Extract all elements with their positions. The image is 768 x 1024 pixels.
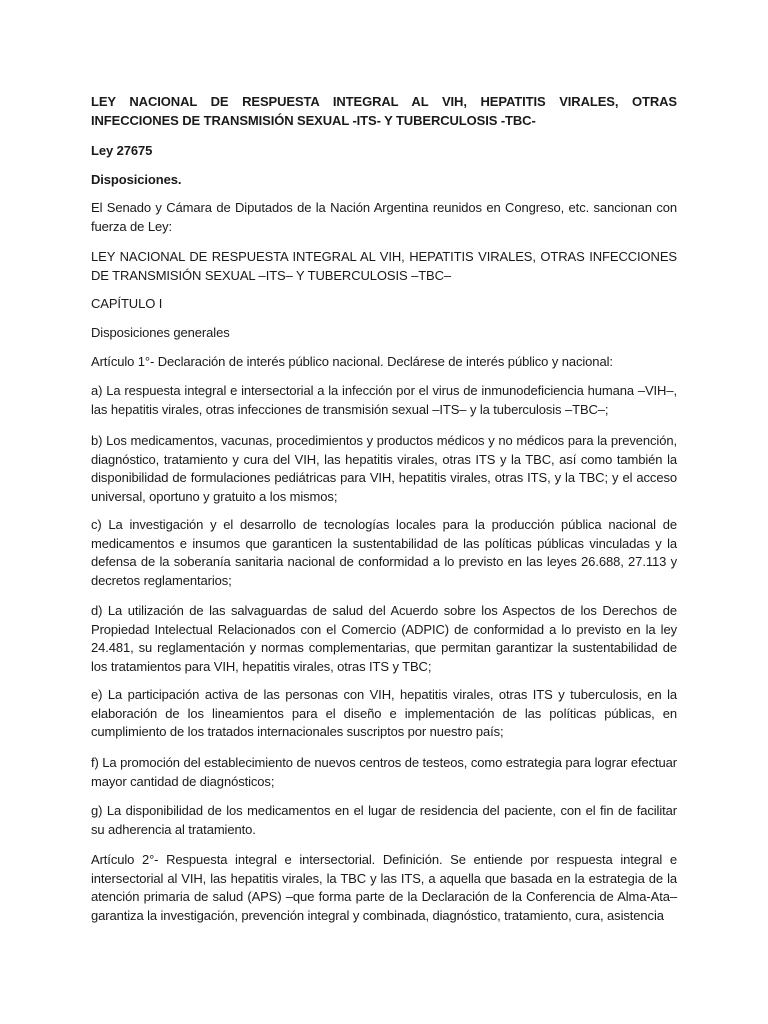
- item-d: d) La utilización de las salvaguardas de salud del Acuerdo sobre los Aspectos de los Derechos de Propiedad Intelectual Relacionados con el Comercio (ADPIC) de conformidad a lo previsto en la ley 24.481, su reglamentación y normas complementarias, que permitan garantizar la sustentabilidad de los tratamientos para VIH, hepatitis virales, otras ITS y TBC;: [91, 603, 677, 674]
- article-1: Artículo 1°- Declaración de interés público nacional. Declárese de interés público y nacional:: [91, 354, 613, 369]
- item-a: a) La respuesta integral e intersectorial a la infección por el virus de inmunodeficiencia humana –VIH–, las hepatitis virales, otras infecciones de transmisión sexual –ITS– y la tuberculosis –TBC–;: [91, 383, 677, 417]
- article-2: Artículo 2°- Respuesta integral e intersectorial. Definición. Se entiende por respuesta integral e intersectorial al VIH, las hepatitis virales, la TBC y las ITS, a aquella que basada en la estrategia de la atención primaria de salud (APS) –que forma parte de la Declaración de la Conferencia de Alma-Ata– garantiza la investigación, prevención integral y combinada, diagnóstico, tratamiento, cura, asistencia: [91, 852, 677, 923]
- law-title-repeat: LEY NACIONAL DE RESPUESTA INTEGRAL AL VIH, HEPATITIS VIRALES, OTRAS INFECCIONES DE TRANSMISIÓN SEXUAL –ITS– Y TUBERCULOSIS –TBC–: [91, 249, 677, 283]
- law-title: LEY NACIONAL DE RESPUESTA INTEGRAL AL VIH, HEPATITIS VIRALES, OTRAS INFECCIONES DE TRANSMISIÓN SEXUAL -ITS- Y TUBERCULOSIS -TBC-: [91, 94, 677, 128]
- item-e: e) La participación activa de las personas con VIH, hepatitis virales, otras ITS y tuberculosis, en la elaboración de los lineamientos para el diseño e implementación de las políticas públicas, en cumplimiento de los tratados internacionales suscriptos por nuestro país;: [91, 687, 677, 739]
- item-g: g) La disponibilidad de los medicamentos en el lugar de residencia del paciente, con el fin de facilitar su adherencia al tratamiento.: [91, 803, 677, 837]
- item-c: c) La investigación y el desarrollo de tecnologías locales para la producción pública nacional de medicamentos e insumos que garanticen la sustentabilidad de las políticas públicas vinculadas y la defensa de la soberanía sanitaria nacional de conformidad a lo previsto en las leyes 26.688, 27.113 y decretos reglamentarios;: [91, 517, 677, 588]
- item-b: b) Los medicamentos, vacunas, procedimientos y productos médicos y no médicos para la prevención, diagnóstico, tratamiento y cura del VIH, las hepatitis virales, otras ITS y la TBC, así como también la disponibilidad de formulaciones pediátricas para VIH, hepatitis virales, otras ITS, y la TBC; y el acceso universal, oportuno y gratuito a los mismos;: [91, 433, 677, 504]
- chapter-subtitle: Disposiciones generales: [91, 325, 230, 340]
- section-heading: Disposiciones.: [91, 172, 182, 187]
- law-number: Ley 27675: [91, 143, 153, 158]
- chapter-heading: CAPÍTULO I: [91, 296, 163, 311]
- intro-paragraph: El Senado y Cámara de Diputados de la Nación Argentina reunidos en Congreso, etc. sancionan con fuerza de Ley:: [91, 200, 677, 234]
- item-f: f) La promoción del establecimiento de nuevos centros de testeos, como estrategia para lograr efectuar mayor cantidad de diagnósticos;: [91, 755, 677, 789]
